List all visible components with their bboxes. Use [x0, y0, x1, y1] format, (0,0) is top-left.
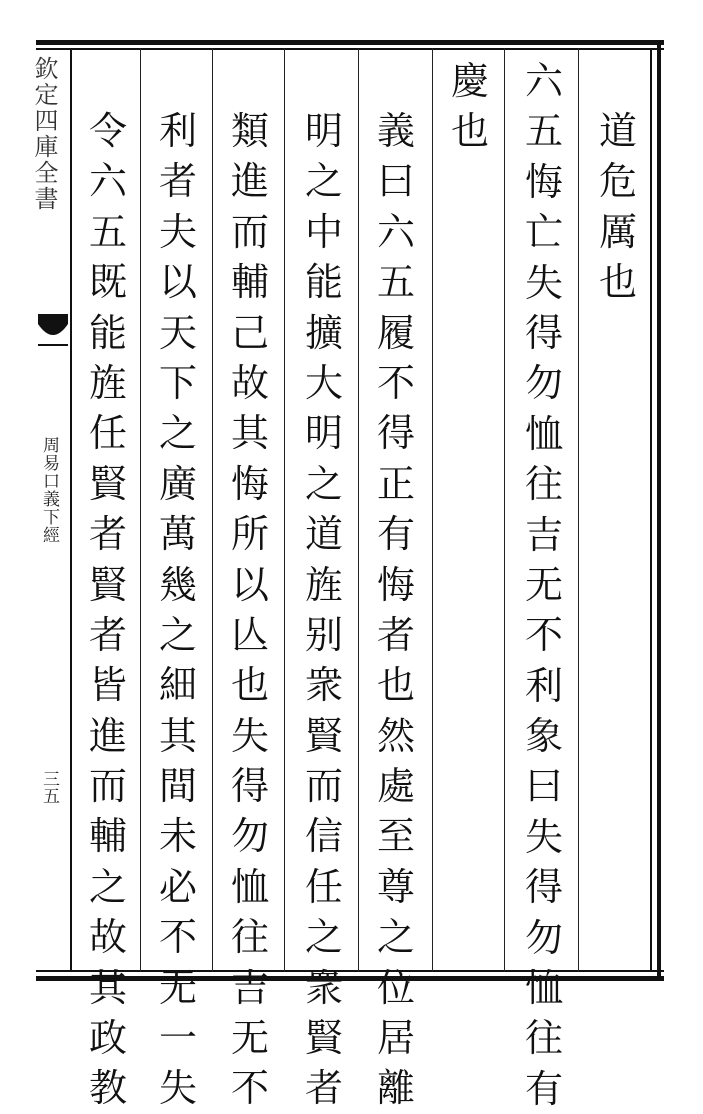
glyph: 得	[230, 764, 269, 809]
glyph: 旌	[304, 562, 343, 607]
glyph: 其	[230, 411, 269, 456]
section-title: 周易口義下經	[39, 436, 59, 544]
glyph: 輔	[230, 260, 269, 305]
glyph: 不	[230, 1066, 269, 1111]
glyph: 曰	[376, 159, 415, 204]
glyph: 以	[230, 562, 269, 607]
glyph: 象	[524, 714, 563, 759]
glyph: 危	[598, 159, 637, 204]
glyph: 五	[88, 209, 127, 254]
column-divider	[212, 48, 213, 972]
glyph: 令	[88, 109, 127, 153]
glyph: 離	[376, 1066, 415, 1111]
glyph: 利	[158, 109, 197, 153]
text-column	[80, 106, 136, 1114]
glyph: 也	[376, 663, 415, 708]
glyph: 能	[304, 260, 343, 305]
glyph: 其	[158, 713, 197, 758]
glyph: 而	[230, 209, 269, 254]
glyph: 者	[304, 1066, 343, 1111]
glyph: 賢	[88, 461, 127, 506]
glyph: 明	[304, 109, 343, 153]
glyph: 失	[524, 260, 563, 305]
glyph: 以	[158, 260, 197, 305]
glyph: 无	[158, 965, 197, 1010]
column-divider	[432, 48, 433, 972]
glyph: 之	[88, 864, 127, 909]
glyph: 失	[524, 814, 563, 859]
glyph: 之	[158, 612, 197, 657]
glyph: 進	[88, 713, 127, 758]
glyph: 失	[230, 713, 269, 758]
text-column	[150, 106, 206, 1114]
glyph: 慶	[450, 59, 489, 103]
glyph: 義	[376, 109, 415, 153]
glyph: 居	[376, 1016, 415, 1061]
glyph: 者	[158, 159, 197, 204]
glyph: 中	[304, 209, 343, 254]
glyph: 一	[158, 1016, 197, 1061]
glyph: 悔	[376, 562, 415, 607]
glyph: 之	[304, 159, 343, 204]
glyph: 五	[524, 109, 563, 154]
glyph: 道	[598, 109, 637, 153]
glyph: 者	[88, 612, 127, 657]
top-border-inner	[36, 48, 664, 50]
glyph: 下	[158, 360, 197, 405]
glyph: 也	[450, 109, 489, 154]
glyph: 亾	[230, 612, 269, 657]
glyph: 必	[158, 864, 197, 909]
glyph: 衆	[304, 663, 343, 708]
column-divider	[140, 48, 141, 972]
text-column	[296, 106, 352, 1114]
glyph: 不	[524, 613, 563, 658]
glyph: 之	[376, 915, 415, 960]
glyph: 所	[230, 512, 269, 557]
glyph: 亡	[524, 210, 563, 255]
glyph: 明	[304, 411, 343, 456]
glyph: 既	[88, 260, 127, 305]
glyph: 勿	[230, 814, 269, 859]
glyph: 萬	[158, 512, 197, 557]
glyph: 得	[376, 411, 415, 456]
right-border	[657, 40, 661, 981]
glyph: 然	[376, 713, 415, 758]
glyph: 間	[158, 764, 197, 809]
glyph: 恤	[230, 864, 269, 909]
glyph: 不	[158, 915, 197, 960]
glyph: 失	[158, 1066, 197, 1111]
glyph: 恤	[524, 411, 563, 456]
glyph: 曰	[524, 764, 563, 809]
text-column	[442, 56, 498, 157]
glyph: 衆	[304, 965, 343, 1010]
glyph: 别	[304, 612, 343, 657]
glyph: 有	[524, 1066, 563, 1111]
glyph: 任	[88, 411, 127, 456]
glyph: 六	[376, 209, 415, 254]
glyph: 進	[230, 159, 269, 204]
glyph: 至	[376, 814, 415, 859]
glyph: 之	[304, 461, 343, 506]
glyph: 厲	[598, 209, 637, 254]
glyph: 賢	[88, 562, 127, 607]
glyph: 无	[524, 562, 563, 607]
page-number: 三五	[39, 770, 59, 804]
glyph: 而	[88, 764, 127, 809]
glyph: 廣	[158, 461, 197, 506]
glyph: 賢	[304, 1016, 343, 1061]
glyph: 故	[230, 360, 269, 405]
glyph: 大	[304, 360, 343, 405]
glyph: 幾	[158, 562, 197, 607]
glyph: 得	[524, 865, 563, 910]
glyph: 吉	[524, 512, 563, 557]
glyph: 得	[524, 310, 563, 355]
glyph: 擴	[304, 310, 343, 355]
column-divider	[284, 48, 285, 972]
text-column	[368, 106, 424, 1114]
text-column	[516, 56, 572, 1114]
glyph: 故	[88, 915, 127, 960]
glyph: 勿	[524, 915, 563, 960]
glyph: 類	[230, 109, 269, 153]
glyph: 利	[524, 663, 563, 708]
glyph: 旌	[88, 360, 127, 405]
glyph: 輔	[88, 814, 127, 859]
glyph: 之	[158, 411, 197, 456]
glyph: 皆	[88, 663, 127, 708]
text-column	[590, 106, 646, 308]
glyph: 之	[304, 915, 343, 960]
glyph: 悔	[230, 461, 269, 506]
glyph: 也	[598, 260, 637, 305]
glyph: 无	[230, 1016, 269, 1061]
glyph: 而	[304, 764, 343, 809]
glyph: 賢	[304, 713, 343, 758]
glyph: 尊	[376, 864, 415, 909]
glyph: 處	[376, 764, 415, 809]
glyph: 也	[230, 663, 269, 708]
glyph: 己	[230, 310, 269, 355]
glyph: 其	[88, 965, 127, 1010]
column-divider	[578, 48, 579, 972]
text-column	[222, 106, 278, 1114]
margin-border	[70, 48, 72, 972]
glyph: 往	[524, 462, 563, 507]
glyph: 正	[376, 461, 415, 506]
fish-tail-ornament	[38, 314, 68, 352]
glyph: 往	[230, 915, 269, 960]
glyph: 夫	[158, 209, 197, 254]
column-divider	[358, 48, 359, 972]
glyph: 恤	[524, 966, 563, 1011]
glyph: 吉	[230, 965, 269, 1010]
glyph: 者	[376, 612, 415, 657]
glyph: 信	[304, 814, 343, 859]
glyph: 履	[376, 310, 415, 355]
glyph: 細	[158, 663, 197, 708]
glyph: 天	[158, 310, 197, 355]
glyph: 六	[524, 59, 563, 103]
column-divider	[504, 48, 505, 972]
right-border-inner	[650, 48, 652, 972]
glyph: 六	[88, 159, 127, 204]
glyph: 位	[376, 965, 415, 1010]
glyph: 道	[304, 512, 343, 557]
glyph: 有	[376, 512, 415, 557]
glyph: 悔	[524, 159, 563, 204]
glyph: 任	[304, 864, 343, 909]
top-border	[36, 40, 664, 45]
glyph: 未	[158, 814, 197, 859]
glyph: 政	[88, 1016, 127, 1061]
glyph: 勿	[524, 361, 563, 406]
glyph: 教	[88, 1066, 127, 1111]
glyph: 者	[88, 512, 127, 557]
book-title: 欽定四庫全書	[30, 56, 58, 212]
glyph: 不	[376, 360, 415, 405]
glyph: 五	[376, 260, 415, 305]
glyph: 能	[88, 310, 127, 355]
glyph: 往	[524, 1016, 563, 1061]
